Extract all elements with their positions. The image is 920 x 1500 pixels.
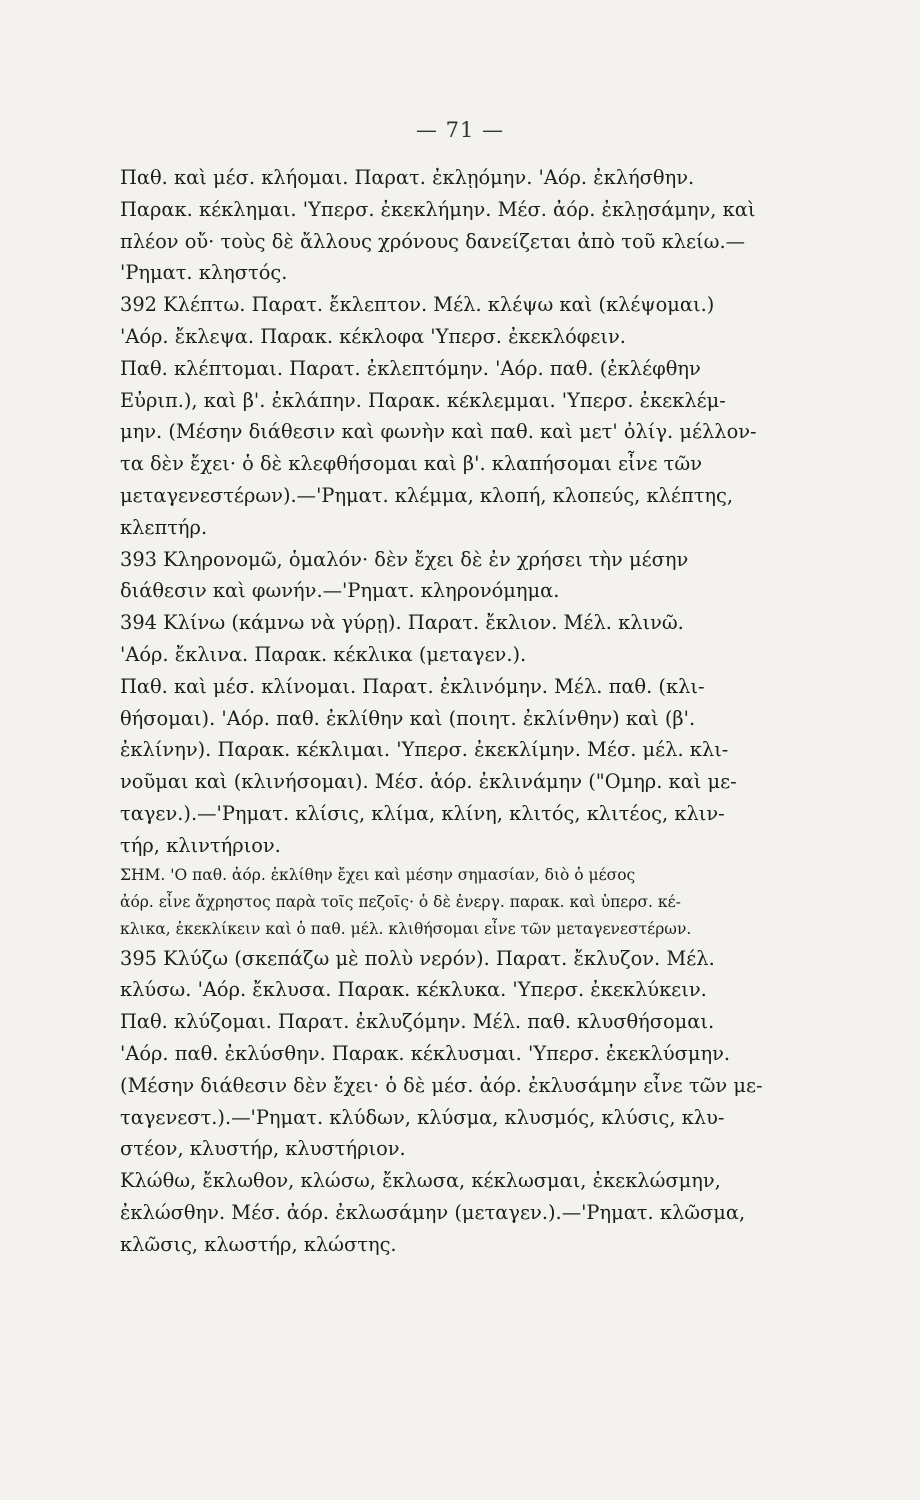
text-line: στέον, κλυστήρ, κλυστήριον.: [120, 1137, 406, 1161]
text-line: κλῶσις, κλωστήρ, κλώστης.: [120, 1232, 397, 1256]
entry-394-heading: 394 Κλίνω (κάμνω νὰ γύρῃ). Παρατ. ἔκλιον. Μέλ. κλινῶ.: [120, 611, 684, 635]
text-line: ταγεν.).—'Ρηματ. κλίσις, κλίμα, κλίνη, κλιτός, κλιτέος, κλιν-: [120, 801, 725, 825]
text-line: Παρακ. κέκλημαι. 'Υπερσ. ἐκεκλήμην. Μέσ. ἀόρ. ἐκλῃσάμην, καὶ: [120, 197, 756, 221]
text-line: ἐκλώσθην. Μέσ. ἀόρ. ἐκλωσάμην (μεταγεν.).—'Ρηματ. κλῶσμα,: [120, 1200, 746, 1224]
text-line: θήσομαι). 'Αόρ. παθ. ἐκλίθην καὶ (ποιητ. ἐκλίνθην) καὶ (β'.: [120, 706, 696, 730]
text-line: νοῦμαι καὶ (κλινήσομαι). Μέσ. ἀόρ. ἐκλινάμην ("Ομηρ. καὶ με-: [120, 770, 737, 794]
text-line: πλέον οὔ· τοὺς δὲ ἄλλους χρόνους δανείζεται ἀπὸ τοῦ κλείω.—: [120, 229, 746, 253]
text-line: διάθεσιν καὶ φωνήν.—'Ρηματ. κληρονόμημα.: [120, 579, 560, 603]
text-line: κλύσω. 'Αόρ. ἔκλυσα. Παρακ. κέκλυκα. 'Υπερσ. ἐκεκλύκειν.: [120, 978, 707, 1002]
text-line: τα δὲν ἔχει· ὁ δὲ κλεφθήσομαι καὶ β'. κλαπήσομαι εἶνε τῶν: [120, 452, 702, 476]
text-line: ταγενεστ.).—'Ρηματ. κλύδων, κλύσμα, κλυσμός, κλύσις, κλυ-: [120, 1105, 725, 1129]
text-line: 'Αόρ. παθ. ἐκλύσθην. Παρακ. κέκλυσμαι. 'Υπερσ. ἐκεκλύσμην.: [120, 1041, 731, 1065]
note-line: ΣΗΜ. 'Ο παθ. ἀόρ. ἐκλίθην ἔχει καὶ μέσην σημασίαν, διὸ ὁ μέσος: [120, 865, 636, 884]
page-number: — 71 —: [415, 118, 505, 142]
text-line: 'Αόρ. ἔκλεψα. Παρακ. κέκλοφα 'Υπερσ. ἐκεκλόφειν.: [120, 324, 626, 348]
text-line: μεταγενεστέρων).—'Ρηματ. κλέμμα, κλοπή, κλοπεύς, κλέπτης,: [120, 483, 734, 507]
text-line: τήρ, κλιντήριον.: [120, 833, 281, 857]
text-line: Παθ. καὶ μέσ. κλίνομαι. Παρατ. ἐκλινόμην. Μέλ. παθ. (κλι-: [120, 674, 705, 698]
entry-393-heading: 393 Κληρονομῶ, ὁμαλόν· δὲν ἔχει δὲ ἐν χρήσει τὴν μέσην: [120, 547, 689, 571]
note-line: ἀόρ. εἶνε ἄχρηστος παρὰ τοῖς πεζοῖς· ὁ δὲ ἐνεργ. παρακ. καὶ ὑπερσ. κέ-: [120, 892, 681, 911]
main-text: [120, 162, 800, 1261]
text-line: ἐκλίνην). Παρακ. κέκλιμαι. 'Υπερσ. ἐκεκλίμην. Μέσ. μέλ. κλι-: [120, 738, 729, 762]
text-line: (Μέσην διάθεσιν δὲν ἔχει· ὁ δὲ μέσ. ἀόρ. ἐκλυσάμην εἶνε τῶν με-: [120, 1073, 763, 1097]
text-line: Εὐριπ.), καὶ β'. ἐκλάπην. Παρακ. κέκλεμμαι. 'Υπερσ. ἐκεκλέμ-: [120, 388, 726, 412]
text-line: Παθ. κλέπτομαι. Παρατ. ἐκλεπτόμην. 'Αόρ. παθ. (ἐκλέφθην: [120, 356, 701, 380]
text-line: Παθ. καὶ μέσ. κλήομαι. Παρατ. ἐκλῃόμην. 'Αόρ. ἐκλήσθην.: [120, 166, 695, 189]
text-line: κλεπτήρ.: [120, 515, 208, 539]
text-line: 'Αόρ. ἔκλινα. Παρακ. κέκλικα (μεταγεν.).: [120, 642, 527, 666]
text-line: μην. (Μέσην διάθεσιν καὶ φωνὴν καὶ παθ. καὶ μετ' ὀλίγ. μέλλον-: [120, 420, 757, 444]
entry-395-heading: 395 Κλύζω (σκεπάζω μὲ πολὺ νερόν). Παρατ. ἔκλυζον. Μέλ.: [120, 946, 715, 970]
entry-klotho-heading: Κλώθω, ἔκλωθον, κλώσω, ἔκλωσα, κέκλωσμαι, ἐκεκλώσμην,: [120, 1169, 721, 1193]
text-line: Παθ. κλύζομαι. Παρατ. ἐκλυζόμην. Μέλ. παθ. κλυσθήσομαι.: [120, 1010, 715, 1034]
entry-392-heading: 392 Κλέπτω. Παρατ. ἔκλεπτον. Μέλ. κλέψω καὶ (κλέψομαι.): [120, 293, 715, 317]
text-line: 'Ρηματ. κληστός.: [120, 261, 288, 285]
note-line: κλικα, ἐκεκλίκειν καὶ ὁ παθ. μέλ. κλιθήσομαι εἶνε τῶν μεταγενεστέρων.: [120, 919, 692, 938]
